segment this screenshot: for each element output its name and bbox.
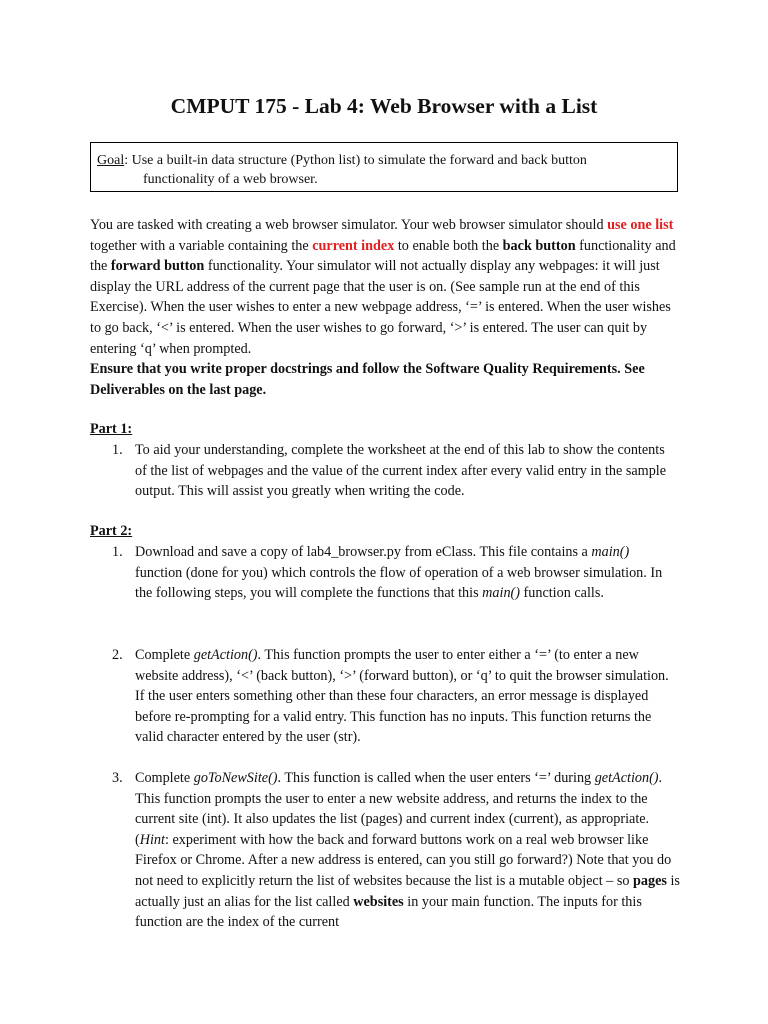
list-item-text — [135, 768, 680, 933]
intro-text: together with a variable containing the — [90, 237, 313, 254]
intro-text: to enable both the — [394, 237, 503, 254]
bold-back-button: back button — [502, 237, 576, 254]
list-number: 2. — [112, 647, 123, 663]
bold-websites: websites — [353, 893, 404, 910]
code-gotonewsite: goToNewSite() — [193, 770, 278, 786]
code-main: main() — [482, 585, 520, 602]
text-run: Download and save a copy of lab4_browser.py from eClass. This file contains a — [135, 544, 592, 560]
page-title: CMPUT 175 - Lab 4: Web Browser with a List — [170, 94, 598, 118]
highlight-current-index: current index — [312, 237, 395, 254]
part2-item-2 — [90, 645, 680, 748]
ensure-note: Ensure that you write proper docstrings and follow the Software Quality Requirements. See Deliverables on the last page. — [90, 361, 645, 398]
goal-label: Goal — [97, 153, 125, 168]
text-run: . This function prompts the user to enter either a ‘=’ (to enter a new website address), ‘<’ (back button), ‘>’ (forward button), or ‘q’ to quit the browser simulation. If the user enters something other than these four characters, an error message is displayed before re-prompting for a valid entry. This function has no inputs. This function returns the valid character entered by the user (str). — [135, 647, 669, 746]
text-run: is actually just an alias for the list called — [135, 872, 680, 910]
highlight-use-one-list: use one list — [607, 217, 674, 233]
text-run: function calls. — [519, 585, 604, 602]
text-run: Complete — [135, 647, 194, 663]
list-item-text: To aid your understanding, complete the worksheet at the end of this lab to show the contents of the list of webpages and the value of the current index after every valid entry in the sample output. This will assist you greatly when writing the code. — [135, 442, 667, 500]
goal-text-line1: : Use a built-in data structure (Python list) to simulate the forward and back button — [124, 153, 587, 168]
intro-paragraph — [90, 215, 680, 400]
code-getaction: getAction() — [193, 647, 258, 663]
list-number: 1. — [112, 442, 123, 458]
list-item-text — [135, 542, 680, 604]
list-number: 3. — [112, 770, 123, 786]
text-run: : experiment with how the back and forward buttons work on a real web browser like Firefox or Chrome. After a new address is entered, can you still go forward?) Note that you do not need to explicitly return the list of websites because the list is a mutable object – so — [135, 831, 672, 889]
text-run: Complete — [135, 770, 194, 786]
text-run: in your main function. The inputs for this function are the index of the current — [135, 893, 642, 931]
text-run: function (done for you) which controls the flow of operation of a web browser simulation. In the following steps, you will complete the functions that this — [135, 564, 663, 602]
hint-label: Hint — [139, 831, 165, 848]
text-run: . This function prompts the user to enter a new website address, and returns the index to the current site (int). It also updates the list (pages) and current index (current), as appropriate. ( — [135, 770, 663, 848]
text-run: . This function is called when the user enters ‘=’ during — [277, 770, 595, 786]
intro-text: You are tasked with creating a web browser simulator. Your web browser simulator should — [90, 217, 608, 233]
part2-heading: Part 2: — [90, 523, 133, 539]
list-number: 1. — [112, 544, 123, 560]
part2-item-3 — [90, 768, 680, 933]
code-main: main() — [591, 544, 630, 560]
list-item-text — [135, 645, 680, 748]
goal-text-line2: functionality of a web browser. — [143, 172, 318, 187]
goal-box — [90, 142, 678, 192]
part2-item-1 — [90, 542, 680, 604]
part1-heading: Part 1: — [90, 421, 133, 437]
bold-forward-button: forward button — [110, 258, 205, 275]
code-getaction: getAction() — [594, 770, 659, 786]
bold-pages: pages — [633, 872, 667, 889]
intro-text: functionality. Your simulator will not actually display any webpages: it will just display the URL address of the current page that the user is on. (See sample run at the end of this Exercise). When the user wishes to enter a new webpage address, ‘=’ is entered. When the user wishes to go back, ‘<’ is entered. When the user wishes to go forward, ‘>’ is entered. The user can quit by entering ‘q’ when prompted. — [90, 258, 671, 357]
part1-item-1 — [90, 440, 680, 502]
intro-text: functionality and the — [90, 237, 676, 275]
